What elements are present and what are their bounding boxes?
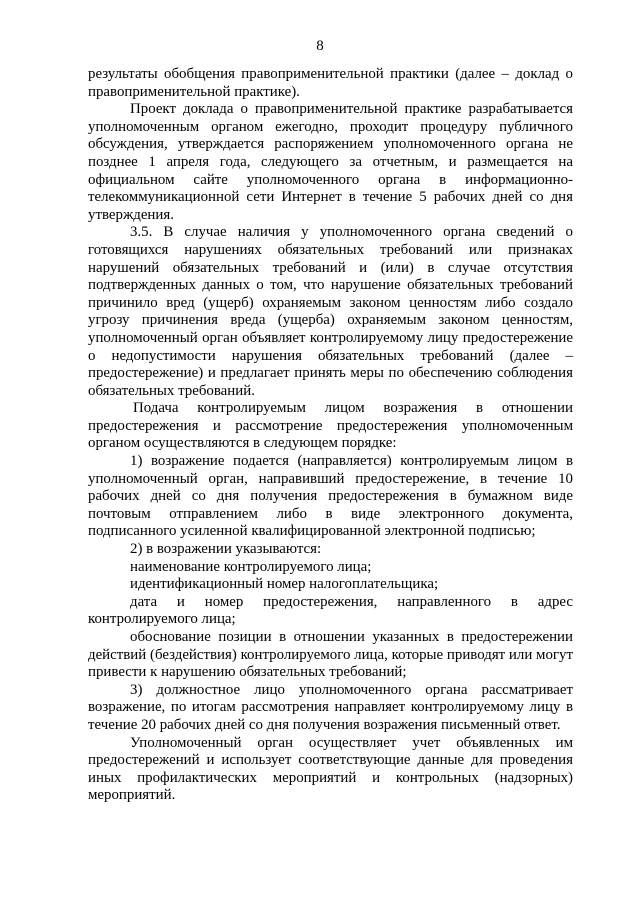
sublist-item-date-number: дата и номер предостережения, направленного в адрес контролируемого лица;: [88, 593, 573, 628]
sublist-item-inn: идентификационный номер налогоплательщика;: [130, 576, 439, 593]
list-item-2: 2) в возражении указываются:: [130, 541, 322, 558]
sublist-item-name: наименование контролируемого лица;: [130, 558, 372, 575]
document-body: [88, 66, 573, 805]
list-item-3: 3) должностное лицо уполномоченного органа рассматривает возражение, по итогам рассмотрения направляет контролируемому лицу в течение 20 рабочих дней со дня получения возражения письменный ответ.: [88, 681, 573, 733]
paragraph-report-draft: Проект доклада о правоприменительной практике разрабатывается уполномоченным органом ежегодно, проходит процедуру публичного обсуждения, утверждается распоряжением уполномоченного органа не позднее 1 апреля года, следующего за отчетным, и размещается на официальном сайте уполномоченного органа в информационно-телекоммуникационной сети Интернет в течение 5 рабочих дней со дня утверждения.: [88, 101, 573, 223]
list-item-1: 1) возражение подается (направляется) контролируемым лицом в уполномоченный орган, направивший предостережение, в течение 10 рабочих дней со дня получения предостережения в бумажном виде почтовым отправлением либо в виде электронного документа, подписанного усиленной квалифицированной электронной подписью;: [88, 453, 573, 540]
sublist-item-justification: обоснование позиции в отношении указанных в предостережении действий (бездействия) контролируемого лица, которые приводят или могут привести к нарушению обязательных требований;: [88, 629, 573, 681]
paragraph-continuation: результаты обобщения правоприменительной практики (далее – доклад о правоприменительной практике).: [88, 66, 573, 100]
page-number: 8: [316, 38, 324, 54]
paragraph-objection-procedure: Подача контролируемым лицом возражения в отношении предостережения и рассмотрение предостережения уполномоченным органом осуществляются в следующем порядке:: [88, 400, 573, 452]
paragraph-3-5: 3.5. В случае наличия у уполномоченного органа сведений о готовящихся нарушениях обязательных требований или признаках нарушений обязательных требований и (или) в случае отсутствия подтвержденных данных о том, что нарушение обязательных требований причинило вред (ущерб) охраняемым законом ценностям либо создало угрозу причинения вреда (ущерба) охраняемым законом ценностям, уполномоченный орган объявляет контролируемому лицу предостережение о недопустимости нарушения обязательных требований (далее – предостережение) и предлагает принять меры по обеспечению соблюдения обязательных требований.: [88, 224, 573, 399]
paragraph-accounting: Уполномоченный орган осуществляет учет объявленных им предостережений и использует соответствующие данные для проведения иных профилактических мероприятий и контрольных (надзорных) мероприятий.: [88, 734, 573, 804]
